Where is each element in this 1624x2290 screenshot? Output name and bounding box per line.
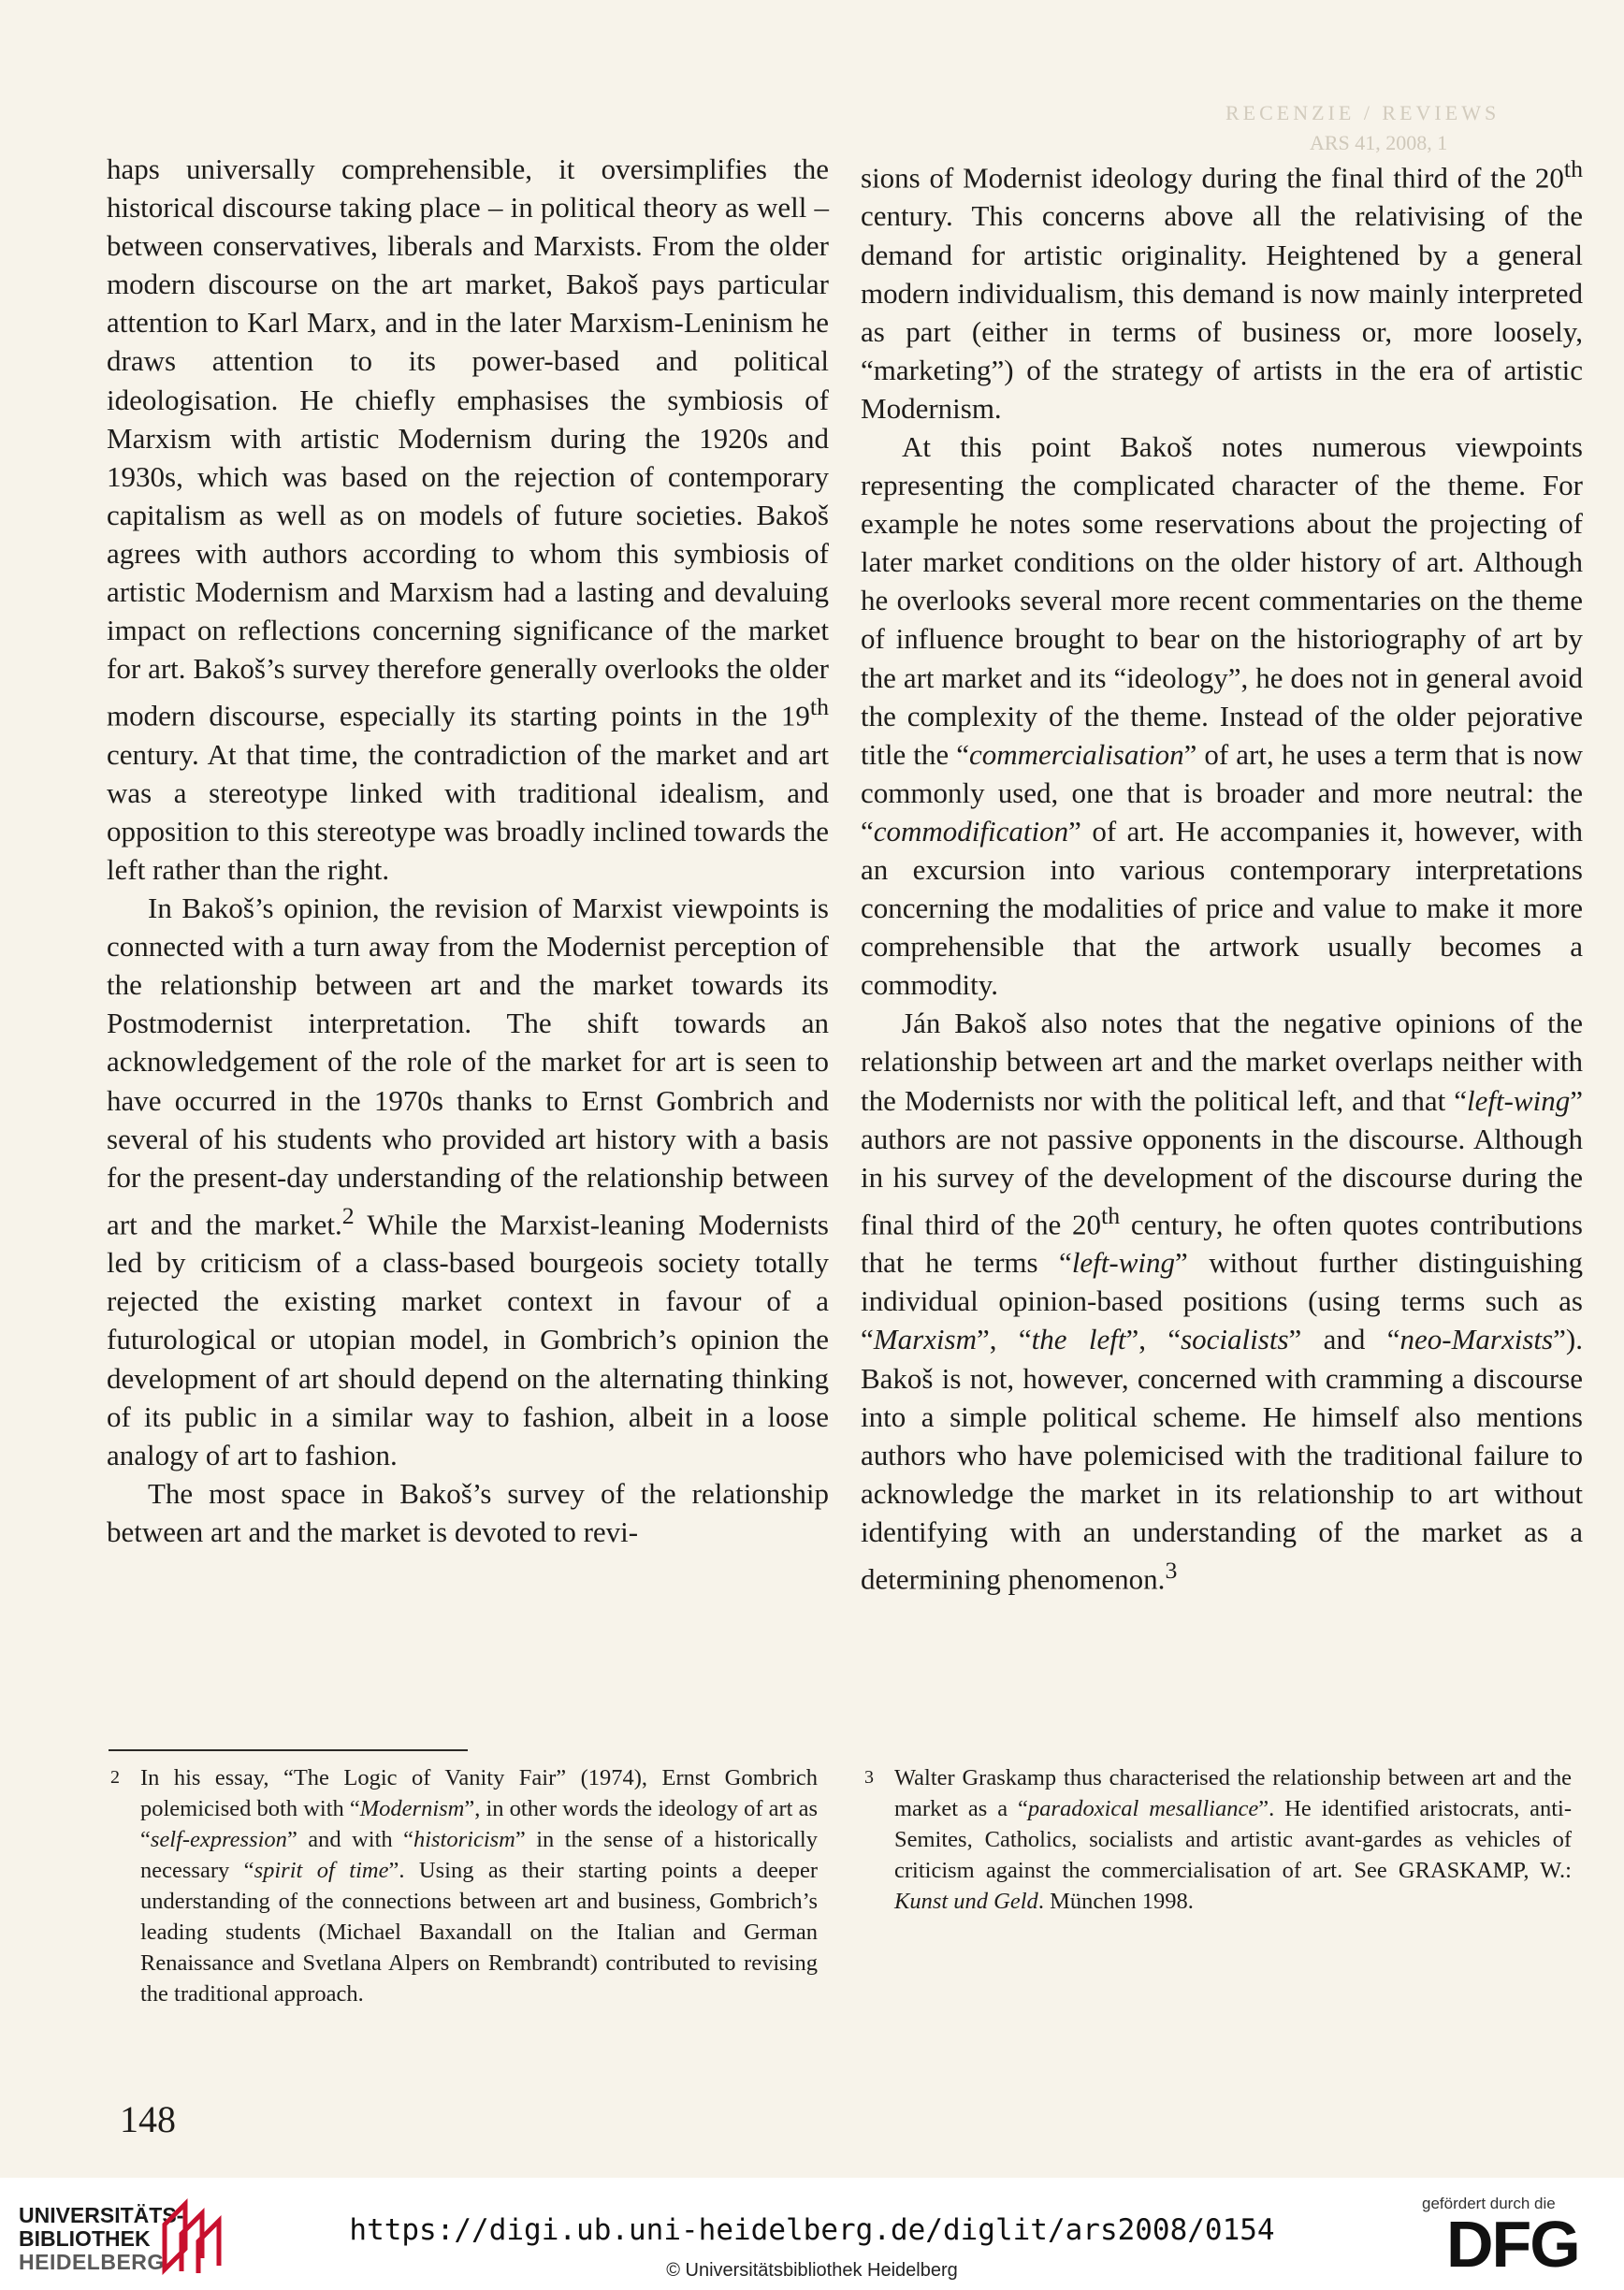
footnote-ref-2[interactable]: 2 <box>341 1201 355 1229</box>
show-through-running-head: RECENZIE / REVIEWS <box>1225 101 1501 124</box>
paragraph: In Bakoš’s opinion, the revision of Marxist viewpoints is connected with a turn away from the Modernist perception of the relationship between art and the market towards its Postmodernist interpretation. The shift towards an acknowledgement of the role of the market for art is seen to have occurred in the 1970s thanks to Ernst Gombrich and several of his students who provided art history with a basis for the present-day understanding of the relationship between art and the market.$^2$ While the Marxist-leaning Modernists led by criticism of a class-based bourgeois society totally rejected the existing market context in favour of a futurological or utopian model, in Gombrich’s opinion the development of art should depend on the alternating thinking of its public in a similar way to fashion, albeit in a loose analogy of art to fashion. <box>107 891 829 1471</box>
page-number: 148 <box>120 2098 176 2140</box>
footnote-divider <box>109 1749 468 1751</box>
footnote-number: 2 <box>110 1767 120 1788</box>
dfg-logo[interactable]: DFG <box>1446 2208 1579 2281</box>
footnote-text: In his essay, “The Logic of Vanity Fair” (1974), Ernst Gombrich polemicised both with “Modernism”, in other words the ideology of art as “self-expression” and with “historicism” in the sense of a historically necessary “spirit of time”. Using as their starting points a deeper understanding of the connections between art and business, Gombrich’s leading students (Michael Baxandall on the Italian and German Renaissance and Svetlana Alpers on Rembrandt) contributed to revising the traditional approach. <box>140 1765 819 2007</box>
left-text-column <box>107 150 829 1551</box>
library-logo-text[interactable]: UNIVERSITÄTS- BIBLIOTHEK HEIDELBERG <box>19 2203 184 2274</box>
paragraph: haps universally comprehensible, it oversimplifies the historical discourse taking place – in political theory as well – between conservatives, liberals and Marxists. From the older modern discourse on the art market, Bakoš pays particular attention to Karl Marx, and in the later Marxism-Leninism he draws attention to its power-based and political ideologisation. He chiefly emphasises the symbiosis of Marxism with artistic Modernism during the 1920s and 1930s, which was based on the rejection of contemporary capitalism as well as on models of future societies. Bakoš agrees with authors according to whom this symbiosis of artistic Modernism and Marxism had a lasting and devaluing impact on reflections concerning significance of the market for art. Bakoš’s survey therefore generally overlooks the older modern discourse, especially its starting points in the 19th century. At that time, the contradiction of the market and art was a stereotype linked with traditional idealism, and opposition to this stereotype was broadly inclined towards the left rather than the right. <box>107 152 829 887</box>
footnote-2 <box>107 1762 818 2009</box>
footnote-text: Walter Graskamp thus characterised the relationship between art and the market as a “paradoxical mesalliance”. He identified aristocrats, anti-Semites, Catholics, socialists and artistic avant-gardes as vehicles of criticism against the commercialisation of art. See GRASKAMP, W.: Kunst und Geld. München 1998. <box>894 1765 1573 1914</box>
funded-by-label: gefördert durch die <box>1422 2195 1556 2212</box>
footnote-number: 3 <box>864 1767 874 1788</box>
paragraph: sions of Modernist ideology during the final third of the 20th century. This concerns above all the relativising of the demand for artistic originality. Heightened by a general modern individualism, this demand is now mainly interpreted as part (either in terms of business or, more loosely, “marketing”) of the strategy of artists in the era of artistic Modernism. <box>861 155 1583 425</box>
permalink-url[interactable]: https://digi.ub.uni-heidelberg.de/diglit/ars2008/0154 <box>349 2213 1275 2247</box>
copyright-notice: © Universitätsbibliothek Heidelberg <box>666 2260 958 2281</box>
footnote-ref-3[interactable]: 3 <box>1165 1557 1178 1585</box>
paragraph: The most space in Bakoš’s survey of the relationship between art and the market is devoted to revi- <box>107 1476 829 1548</box>
paragraph: Ján Bakoš also notes that the negative opinions of the relationship between art and the market overlaps neither with the Modernists nor with the political left, and that “left-wing” authors are not passive opponents in the discourse. Although in his survey of the development of the discourse during the final third of the 20th century, he often quotes contributions that he terms “left-wing” without further distinguishing individual opinion-based positions (using terms such as “Marxism”, “the left”, “socialists” and “neo-Marxists”). Bakoš is not, however, concerned with cramming a discourse into a simple political scheme. He himself also mentions authors who have polemicised with the traditional failure to acknowledge the market in its relationship to art without identifying with an understanding of the market as a determining phenomenon.$^3$ <box>861 1007 1583 1596</box>
paragraph: At this point Bakoš notes numerous viewpoints representing the complicated character of the theme. For example he notes some reservations about the projecting of later market conditions on the older history of art. Although he overlooks several more recent commentaries on the theme of influence brought to bear on the historiography of art by the art market and its “ideology”, he does not in general avoid the complexity of the theme. Instead of the older pejorative title the “commercialisation” of art, he uses a term that is now commonly used, one that is broader and more neutral: the “commodification” of art. He accompanies it, however, with an excursion into various contemporary interpretations concerning the modalities of price and value to make it more comprehensible that the artwork usually becomes a commodity. <box>861 429 1583 1002</box>
right-text-column <box>861 150 1583 1598</box>
footnote-3 <box>861 1762 1572 1917</box>
show-through-page-ref: ARS 41, 2008, 1 <box>1310 131 1448 154</box>
